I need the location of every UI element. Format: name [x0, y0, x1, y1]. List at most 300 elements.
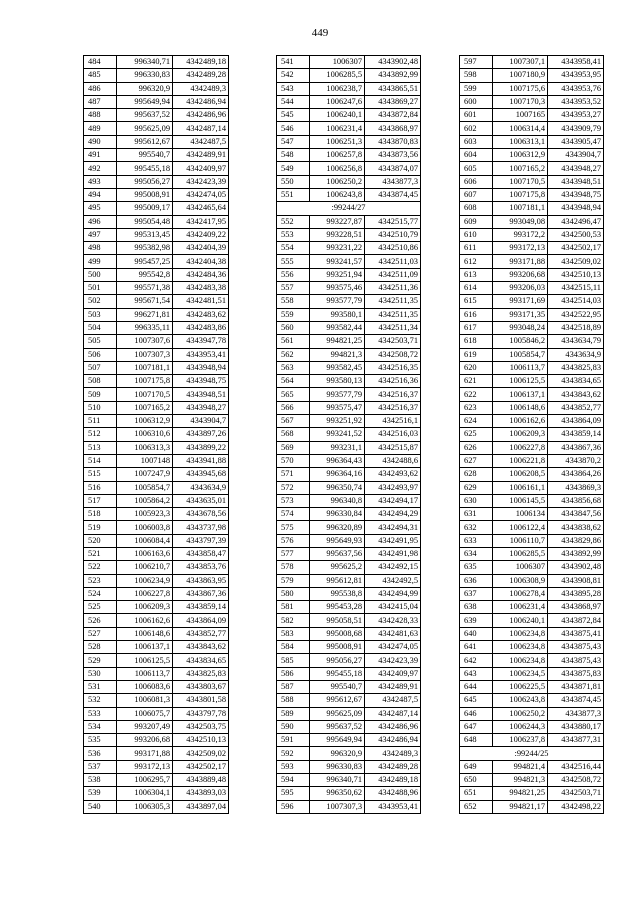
coordinate-y: 4342415,04	[365, 601, 421, 614]
table-row	[460, 627, 604, 640]
table-row	[84, 468, 229, 481]
table-row	[277, 321, 421, 334]
coordinate-y: 4342502,17	[548, 242, 604, 255]
coordinate-x: 1006234,9	[117, 574, 173, 587]
coordinate-y: 4343902,48	[365, 56, 421, 69]
table-row	[277, 348, 421, 361]
table-row	[84, 415, 229, 428]
coordinate-x: 993206,68	[117, 734, 173, 747]
coordinate-x: 995009,17	[117, 202, 173, 215]
table-row	[460, 574, 604, 587]
point-number: 536	[84, 747, 117, 760]
table-row	[460, 82, 604, 95]
table-row	[460, 228, 604, 241]
coordinate-y: 4342500,53	[548, 228, 604, 241]
coordinate-y: 4342510,13	[548, 268, 604, 281]
coordinate-y: 4342503,71	[365, 335, 421, 348]
point-number: 543	[277, 82, 310, 95]
point-number: 618	[460, 335, 493, 348]
coordinate-x: 1006227,8	[117, 587, 173, 600]
coordinate-x: 1007247,9	[117, 468, 173, 481]
coordinate-y: 4343875,41	[548, 627, 604, 640]
coordinate-y: 4343869,27	[365, 95, 421, 108]
coordinate-x: 1006210,7	[117, 561, 173, 574]
point-number: 633	[460, 534, 493, 547]
point-number: 591	[277, 734, 310, 747]
table-row	[460, 454, 604, 467]
coordinate-x: 1006240,1	[493, 614, 548, 627]
coordinate-y: 4342515,11	[548, 282, 604, 295]
coordinate-x: 1006257,8	[310, 149, 365, 162]
point-number: 507	[84, 361, 117, 374]
coordinate-y: 4343825,83	[173, 667, 229, 680]
point-number: 592	[277, 747, 310, 760]
table-row	[460, 361, 604, 374]
point-number: 485	[84, 69, 117, 82]
coordinate-x: 1006250,2	[493, 707, 548, 720]
table-row	[277, 188, 421, 201]
coordinate-y: 4343893,03	[173, 787, 229, 800]
coordinate-x: 993171,69	[493, 295, 548, 308]
coordinate-x: 1007170,5	[117, 388, 173, 401]
coordinate-y: 4342486,96	[173, 109, 229, 122]
coordinate-x: 996350,74	[310, 481, 365, 494]
coordinate-x: 995058,51	[310, 614, 365, 627]
point-number: 509	[84, 388, 117, 401]
table-row	[84, 268, 229, 281]
coordinate-y: 4343872,84	[548, 614, 604, 627]
coordinate-x: 994821,25	[310, 335, 365, 348]
table-row	[84, 654, 229, 667]
point-number: 489	[84, 122, 117, 135]
point-number: 581	[277, 601, 310, 614]
coordinate-y: 4342423,39	[173, 175, 229, 188]
point-number: 627	[460, 454, 493, 467]
table-row	[460, 415, 604, 428]
coordinate-x: 1007165,2	[493, 162, 548, 175]
point-number: 574	[277, 508, 310, 521]
coordinate-y: 4343904,7	[548, 149, 604, 162]
coordinate-x: 994821,25	[493, 787, 548, 800]
point-number: 517	[84, 494, 117, 507]
table-row	[277, 428, 421, 441]
table-row	[460, 494, 604, 507]
coordinate-x: 993241,52	[310, 428, 365, 441]
table-row	[84, 188, 229, 201]
coordinate-y: 4343889,48	[173, 774, 229, 787]
coordinate-y: 4343863,95	[173, 574, 229, 587]
coordinate-y: 4343958,41	[548, 56, 604, 69]
table-row	[84, 574, 229, 587]
table-row	[460, 202, 604, 215]
table-row	[277, 415, 421, 428]
coordinate-y: 4343948,75	[548, 188, 604, 201]
coordinate-y: 4342503,71	[548, 787, 604, 800]
table-row	[84, 122, 229, 135]
coordinate-x: 996320,9	[117, 82, 173, 95]
coordinate-x: 1006244,3	[493, 720, 548, 733]
coordinate-x: 1007165	[493, 109, 548, 122]
coordinate-y: 4342492,5	[365, 574, 421, 587]
coordinate-x: 996340,71	[117, 56, 173, 69]
table-row	[277, 162, 421, 175]
coordinate-x: 1006148,6	[117, 627, 173, 640]
point-number: 616	[460, 308, 493, 321]
table-row	[460, 308, 604, 321]
table-row	[460, 787, 604, 800]
point-number: 567	[277, 415, 310, 428]
table-row	[460, 188, 604, 201]
coordinate-x: 993207,49	[117, 720, 173, 733]
coordinate-x: 994821,3	[310, 348, 365, 361]
table-row	[84, 667, 229, 680]
table-row	[460, 268, 604, 281]
coordinate-y: 4343948,27	[173, 401, 229, 414]
table-row	[84, 428, 229, 441]
coordinate-y: 4343634,79	[548, 335, 604, 348]
table-row	[460, 694, 604, 707]
table-row	[84, 295, 229, 308]
table-row	[277, 641, 421, 654]
table-row	[277, 56, 421, 69]
point-number: 497	[84, 228, 117, 241]
coordinate-y: 4342516,36	[365, 375, 421, 388]
table-row	[277, 680, 421, 693]
coordinate-x: 1005854,7	[493, 348, 548, 361]
coordinate-y: 4343948,75	[173, 375, 229, 388]
coordinate-x: 995612,81	[310, 574, 365, 587]
coordinate-x: 993171,35	[493, 308, 548, 321]
coordinate-y: 4343953,27	[548, 109, 604, 122]
point-number: 632	[460, 521, 493, 534]
point-number: 587	[277, 680, 310, 693]
point-number: 540	[84, 800, 117, 813]
point-number: 644	[460, 680, 493, 693]
point-number: 594	[277, 774, 310, 787]
point-number: 576	[277, 534, 310, 547]
coordinate-x: 1006113,7	[493, 361, 548, 374]
table-row	[84, 800, 229, 813]
point-number: 647	[460, 720, 493, 733]
point-number: 586	[277, 667, 310, 680]
coordinate-x: 1007181,1	[117, 361, 173, 374]
table-row	[84, 534, 229, 547]
table-row	[460, 335, 604, 348]
point-number: 643	[460, 667, 493, 680]
coordinate-x: 1006304,1	[117, 787, 173, 800]
point-number: 617	[460, 321, 493, 334]
coordinate-y: 4342491,95	[365, 534, 421, 547]
coordinate-x: 1007181,1	[493, 202, 548, 215]
point-number: 535	[84, 734, 117, 747]
coordinate-x: 1006285,5	[310, 69, 365, 82]
table-row	[460, 321, 604, 334]
coordinate-y: 4342516,03	[365, 428, 421, 441]
coordinate-y: 4343834,65	[173, 654, 229, 667]
coordinate-x: 994821,17	[493, 800, 548, 813]
coordinate-y: 4342494,31	[365, 521, 421, 534]
coordinate-y: 4343875,43	[548, 654, 604, 667]
coordinate-x: 1006161,1	[493, 481, 548, 494]
coordinate-y: 4342486,94	[173, 95, 229, 108]
coordinate-x: 1006231,4	[310, 122, 365, 135]
point-number: 563	[277, 361, 310, 374]
coordinate-y: 4342489,18	[365, 774, 421, 787]
table-row	[460, 521, 604, 534]
coordinate-y: 4343829,86	[548, 534, 604, 547]
coordinate-x: 1006137,1	[493, 388, 548, 401]
table-row	[84, 747, 229, 760]
point-number: 584	[277, 641, 310, 654]
coordinate-y: 4342474,05	[365, 641, 421, 654]
point-number: 619	[460, 348, 493, 361]
table-row	[460, 587, 604, 600]
coordinate-y: 4342489,91	[173, 149, 229, 162]
coordinate-x: 996364,43	[310, 454, 365, 467]
coordinate-x: 1006285,5	[493, 547, 548, 560]
coordinate-y: 4343905,47	[548, 135, 604, 148]
coordinate-x: 1006209,3	[117, 601, 173, 614]
coordinate-y: 4343873,56	[365, 149, 421, 162]
coordinate-x: 996335,11	[117, 321, 173, 334]
coordinate-x: 995540,7	[310, 680, 365, 693]
table-row	[84, 680, 229, 693]
coordinate-y: 4343859,14	[173, 601, 229, 614]
coordinate-y: 4342511,34	[365, 321, 421, 334]
point-number: 522	[84, 561, 117, 574]
point-number: 534	[84, 720, 117, 733]
point-number: 516	[84, 481, 117, 494]
coordinate-x: 1006145,5	[493, 494, 548, 507]
coordinate-y: 4342511,35	[365, 295, 421, 308]
coordinate-x: 1005864,2	[117, 494, 173, 507]
coordinate-x: 1006243,8	[493, 694, 548, 707]
table-row	[277, 547, 421, 560]
table-row	[460, 508, 604, 521]
coordinate-x: 995453,28	[310, 601, 365, 614]
coordinate-x: 993206,03	[493, 282, 548, 295]
coordinate-y: 4343874,07	[365, 162, 421, 175]
coordinate-x: 995625,2	[310, 561, 365, 574]
coordinate-y: 4342428,33	[365, 614, 421, 627]
table-row	[460, 295, 604, 308]
coordinates-table-1	[83, 55, 229, 814]
point-number: 634	[460, 547, 493, 560]
coordinate-y: 4342515,87	[365, 441, 421, 454]
coordinate-x: 993575,47	[310, 401, 365, 414]
point-number: 553	[277, 228, 310, 241]
coordinate-x: 993228,51	[310, 228, 365, 241]
point-number: 556	[277, 268, 310, 281]
table-row	[277, 401, 421, 414]
coordinate-x: 993172,13	[493, 242, 548, 255]
table-row	[277, 654, 421, 667]
coordinate-x: 996350,62	[310, 787, 365, 800]
coordinate-y: 4343897,04	[173, 800, 229, 813]
coordinate-x: 994821,3	[493, 774, 548, 787]
coordinate-x: 1007307,6	[117, 335, 173, 348]
section-header-row	[277, 202, 421, 215]
coordinate-x: 1006308,9	[493, 574, 548, 587]
coordinate-y: 4342409,22	[173, 228, 229, 241]
coordinate-y: 4342516,37	[365, 401, 421, 414]
coordinate-y: 4343909,79	[548, 122, 604, 135]
coordinate-y: 4343875,43	[548, 641, 604, 654]
coordinate-y: 4342489,28	[173, 69, 229, 82]
table-row	[84, 69, 229, 82]
point-number: 504	[84, 321, 117, 334]
table-row	[460, 255, 604, 268]
coordinate-x: 996330,84	[310, 508, 365, 521]
coordinate-x: 1006225,5	[493, 680, 548, 693]
coordinate-x: 1006125,5	[493, 375, 548, 388]
table-row	[84, 707, 229, 720]
table-row	[460, 734, 604, 747]
coordinate-y: 4342491,98	[365, 547, 421, 560]
coordinate-y: 4342498,22	[548, 800, 604, 813]
table-row	[277, 388, 421, 401]
coordinate-y: 4343947,78	[173, 335, 229, 348]
point-number: 614	[460, 282, 493, 295]
coordinate-y: 4343856,68	[548, 494, 604, 507]
coordinate-y: 4342474,05	[173, 188, 229, 201]
coordinate-y: 4343864,09	[548, 415, 604, 428]
point-number: 645	[460, 694, 493, 707]
coordinate-x: 995056,27	[117, 175, 173, 188]
point-number: 613	[460, 268, 493, 281]
coordinate-x: 995457,25	[117, 255, 173, 268]
coordinate-x: 1006137,1	[117, 641, 173, 654]
table-row	[84, 375, 229, 388]
coordinate-y: 4342483,86	[173, 321, 229, 334]
section-header-row	[460, 747, 604, 760]
coordinate-y: 4343865,51	[365, 82, 421, 95]
point-number: 595	[277, 787, 310, 800]
point-number: 575	[277, 521, 310, 534]
table-row	[460, 388, 604, 401]
point-number: 622	[460, 388, 493, 401]
point-number: 572	[277, 481, 310, 494]
point-number: 606	[460, 175, 493, 188]
table-row	[277, 454, 421, 467]
coordinate-x: 1006312,9	[117, 415, 173, 428]
coordinate-y: 4342484,36	[173, 268, 229, 281]
coordinate-x: 1006310,6	[117, 428, 173, 441]
table-row	[277, 375, 421, 388]
table-row	[277, 534, 421, 547]
coordinate-y: 4342511,36	[365, 282, 421, 295]
table-row	[84, 494, 229, 507]
coordinate-x: 1007170,5	[493, 175, 548, 188]
table-row	[460, 561, 604, 574]
coordinate-y: 4343880,17	[548, 720, 604, 733]
coordinate-x: 1006237,8	[493, 734, 548, 747]
table-row	[84, 388, 229, 401]
coordinate-x: 1006238,7	[310, 82, 365, 95]
coordinate-y: 4342483,38	[173, 282, 229, 295]
coordinate-x: 996320,9	[310, 747, 365, 760]
table-row	[84, 82, 229, 95]
coordinate-y: 4343869,3	[548, 481, 604, 494]
point-number: 651	[460, 787, 493, 800]
coordinate-x: 993227,87	[310, 215, 365, 228]
coordinate-y: 4343825,83	[548, 361, 604, 374]
table-row	[84, 760, 229, 773]
point-number: 626	[460, 441, 493, 454]
table-row	[84, 348, 229, 361]
coordinate-x: 1006125,5	[117, 654, 173, 667]
table-row	[277, 481, 421, 494]
coordinate-y: 4342516,37	[365, 388, 421, 401]
point-number: 550	[277, 175, 310, 188]
table-row	[277, 614, 421, 627]
point-number: 549	[277, 162, 310, 175]
point-number: 589	[277, 707, 310, 720]
table-row	[460, 122, 604, 135]
point-number: 512	[84, 428, 117, 441]
coordinate-y: 4343948,94	[548, 202, 604, 215]
table-row	[460, 282, 604, 295]
coordinate-x: 995649,94	[310, 734, 365, 747]
point-number: 573	[277, 494, 310, 507]
coordinate-x: 1007148	[117, 454, 173, 467]
coordinate-y: 4342465,64	[173, 202, 229, 215]
table-row	[460, 95, 604, 108]
point-number: 538	[84, 774, 117, 787]
table-row	[277, 308, 421, 321]
coordinate-y: 4343803,67	[173, 680, 229, 693]
coordinate-x: 1007165,2	[117, 401, 173, 414]
coordinate-x: 1006209,3	[493, 428, 548, 441]
point-number: 518	[84, 508, 117, 521]
table-row	[84, 282, 229, 295]
point-number: 646	[460, 707, 493, 720]
coordinate-x: 1006313,1	[493, 135, 548, 148]
coordinate-x: 1006307	[310, 56, 365, 69]
coordinates-table-2	[276, 55, 421, 814]
table-row	[277, 667, 421, 680]
coordinate-x: 996320,89	[310, 521, 365, 534]
point-number: 571	[277, 468, 310, 481]
point-number: 561	[277, 335, 310, 348]
table-row	[460, 707, 604, 720]
point-number: 488	[84, 109, 117, 122]
point-number: 493	[84, 175, 117, 188]
table-row	[84, 321, 229, 334]
coordinate-x: 995637,52	[117, 109, 173, 122]
point-number: 640	[460, 627, 493, 640]
point-number: 499	[84, 255, 117, 268]
table-row	[460, 175, 604, 188]
coordinate-y: 4342510,13	[173, 734, 229, 747]
table-row	[84, 228, 229, 241]
coordinate-y: 4342417,95	[173, 215, 229, 228]
coordinate-x: 996340,8	[310, 494, 365, 507]
coordinate-x: 993206,68	[493, 268, 548, 281]
coordinate-y: 4342487,14	[173, 122, 229, 135]
point-number: 557	[277, 282, 310, 295]
point-number: 503	[84, 308, 117, 321]
point-number: 605	[460, 162, 493, 175]
coordinate-x: 995637,52	[310, 720, 365, 733]
point-number: 639	[460, 614, 493, 627]
coordinate-x: 1007180,9	[493, 69, 548, 82]
coordinate-y: 4343953,52	[548, 95, 604, 108]
point-number: 608	[460, 202, 493, 215]
table-row	[277, 268, 421, 281]
coordinate-y: 4343737,98	[173, 521, 229, 534]
coordinate-x: 1006314,4	[493, 122, 548, 135]
